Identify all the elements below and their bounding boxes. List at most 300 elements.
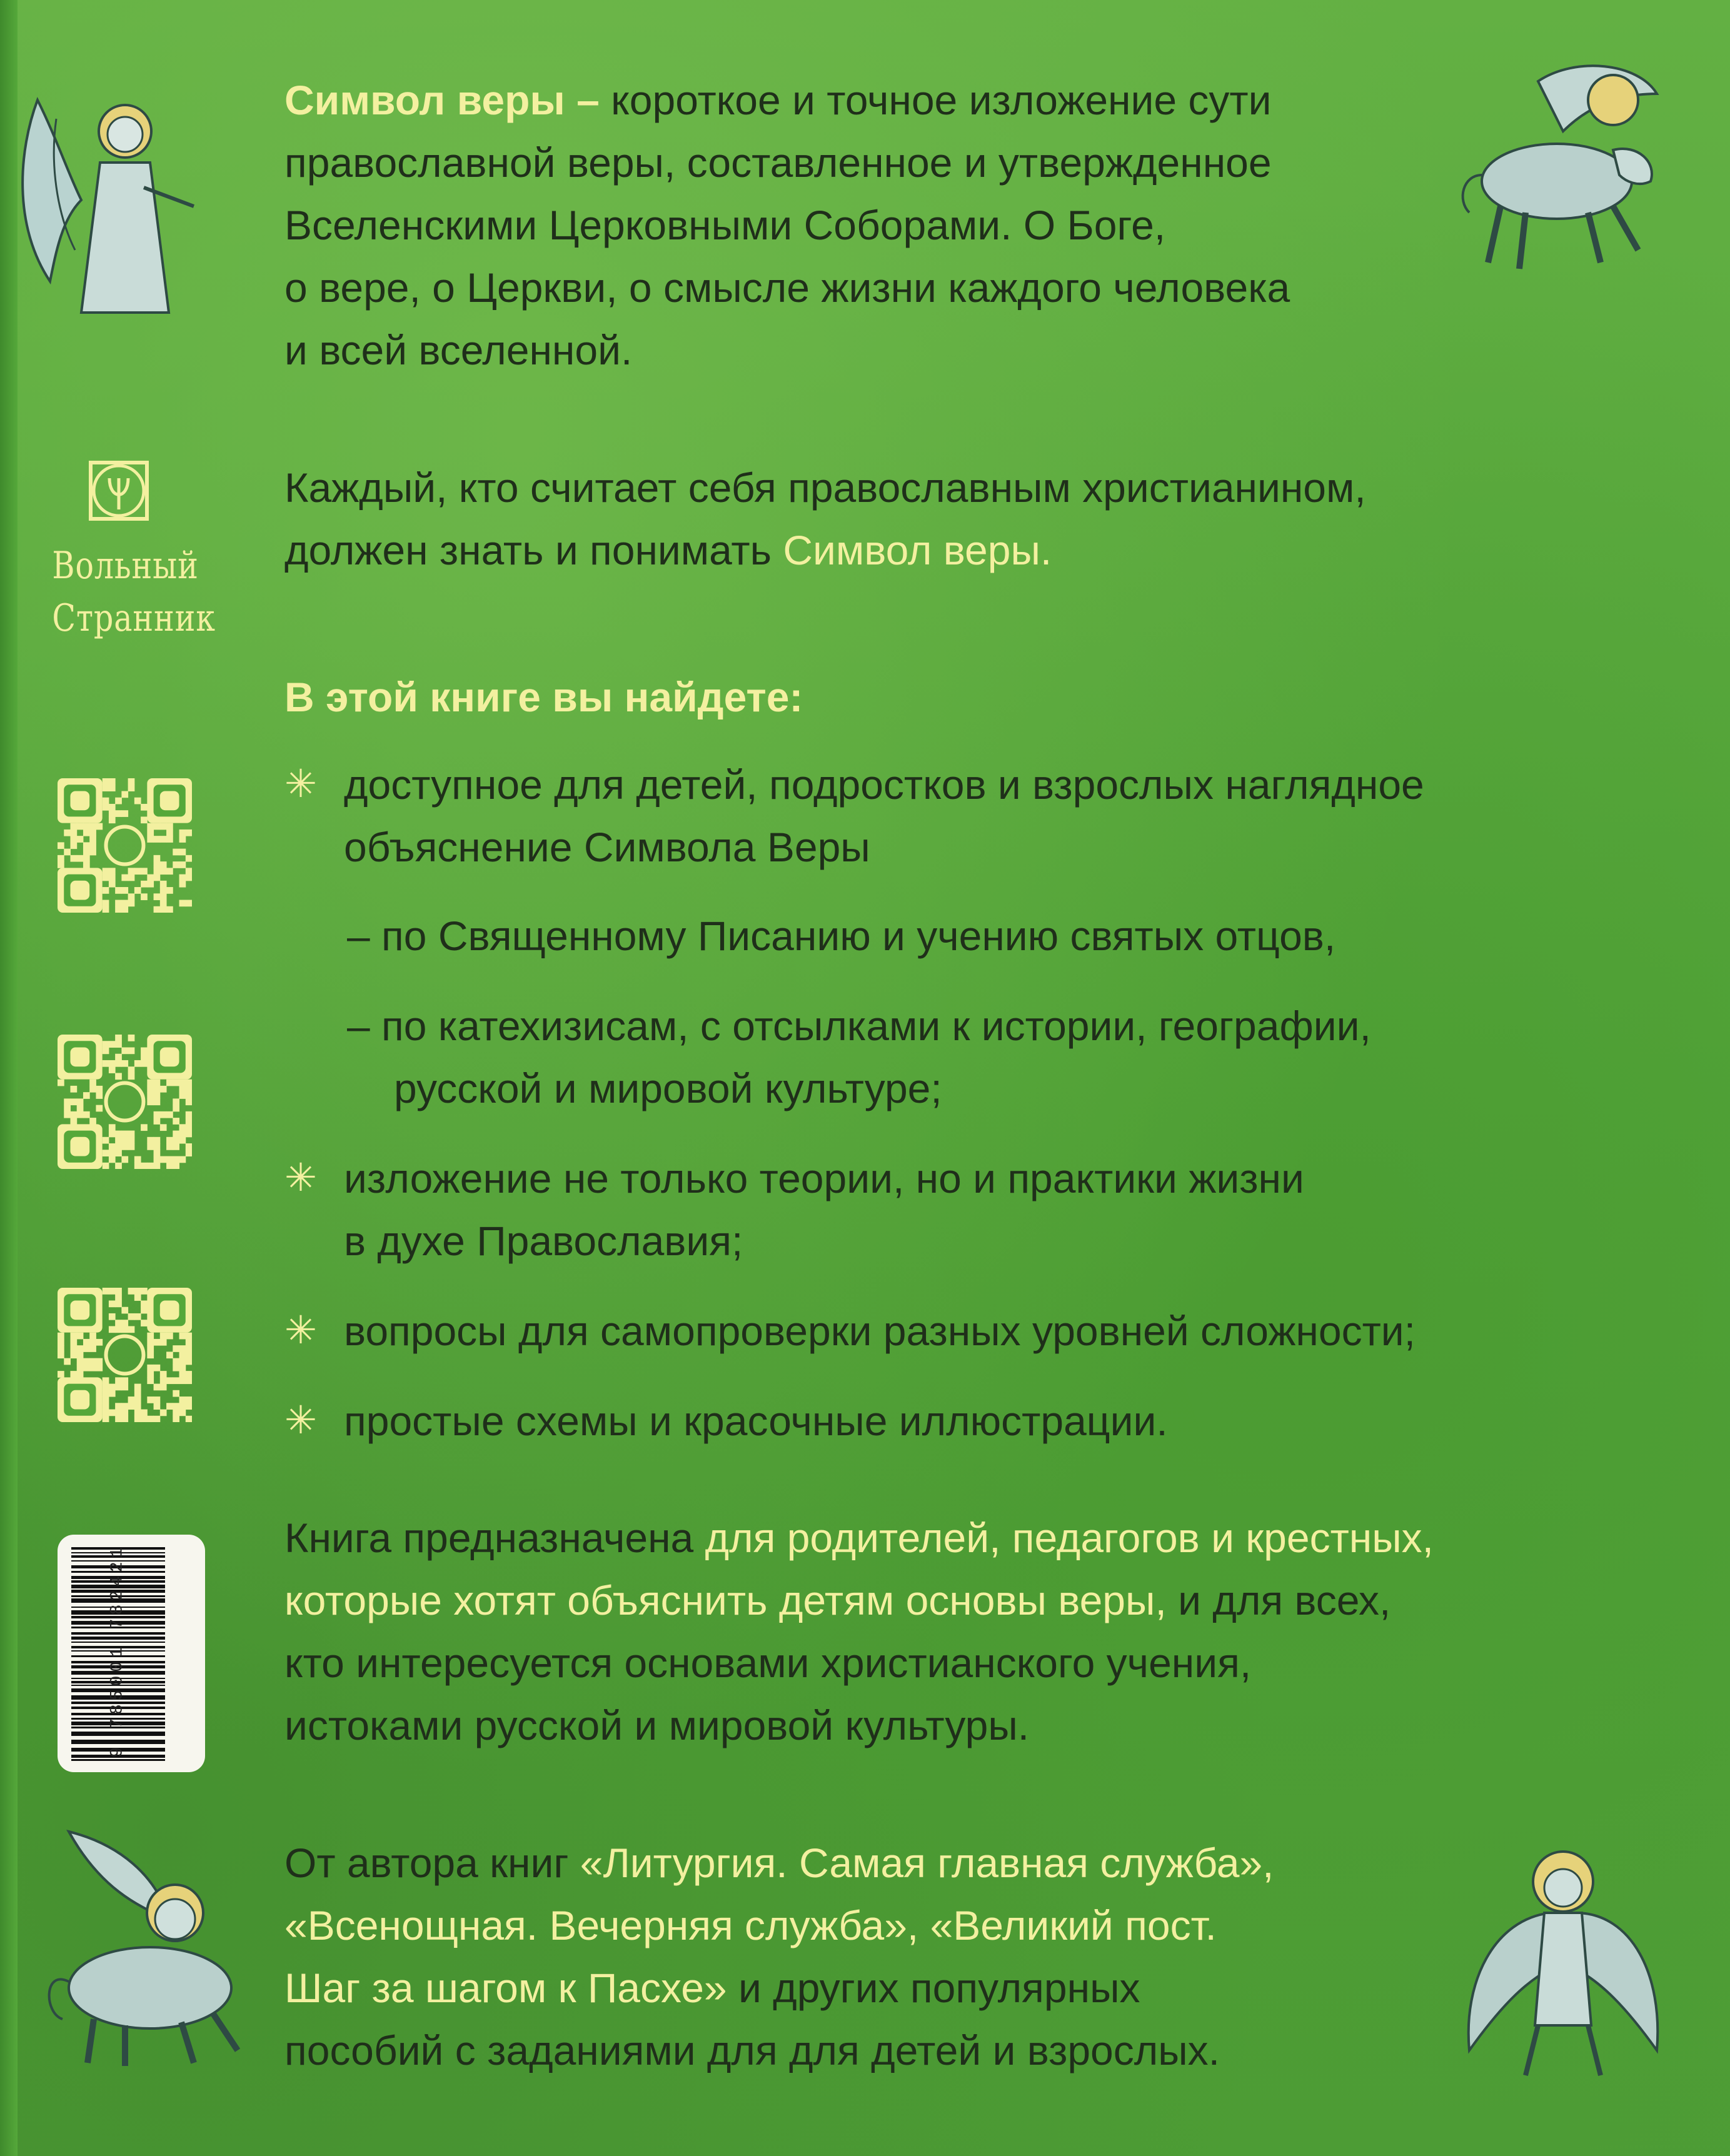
qr-module: [173, 1080, 179, 1086]
qr-module: [77, 1351, 84, 1358]
qr-module: [154, 1163, 161, 1169]
winged-ox-icon: [1451, 56, 1676, 275]
qr-module: [115, 1410, 122, 1416]
qr-module: [121, 1320, 128, 1326]
author-text: От автора книг: [284, 1840, 580, 1886]
qr-module: [160, 900, 167, 907]
qr-module: [115, 1054, 122, 1061]
qr-module: [179, 1124, 186, 1131]
qr-finder: [70, 1137, 89, 1156]
qr-module: [134, 1384, 141, 1391]
qr-module: [89, 842, 96, 849]
qr-finder: [160, 1300, 179, 1320]
bullet-item-1: [284, 753, 1660, 878]
qr-module: [173, 861, 179, 868]
qr-module: [134, 1288, 141, 1295]
qr-module: [103, 1047, 109, 1054]
qr-module: [186, 1396, 192, 1403]
qr-module: [77, 1333, 84, 1340]
qr-module: [121, 1377, 128, 1384]
qr-module: [179, 1092, 186, 1099]
sub-item-2: [284, 995, 1660, 1120]
qr-module: [89, 823, 96, 830]
qr-module: [96, 823, 103, 830]
intro-line-4: о вере, о Церкви, о смысле жизни каждого человека: [284, 264, 1290, 311]
qr-module: [121, 1307, 128, 1314]
qr-module: [134, 1163, 141, 1169]
qr-module: [186, 1358, 192, 1365]
qr-module: [121, 875, 128, 881]
qr-module: [179, 1131, 186, 1138]
qr-module: [115, 887, 122, 894]
qr-module: [83, 1345, 90, 1352]
every-line-1: Каждый, кто считает себя православным христианином,: [284, 464, 1366, 511]
qr-module: [115, 1150, 122, 1156]
qr-module: [128, 1066, 135, 1073]
qr-module: [179, 1156, 186, 1163]
qr-module: [115, 1041, 122, 1048]
qr-module: [115, 906, 122, 913]
qr-module: [147, 1416, 154, 1422]
every-highlight: Символ веры.: [783, 527, 1052, 573]
qr-module: [128, 1047, 135, 1054]
qr-module: [154, 875, 161, 881]
qr-module: [115, 1403, 122, 1410]
qr-module: [103, 1403, 109, 1410]
qr-module: [83, 1092, 90, 1099]
qr-module: [179, 1365, 186, 1371]
intro-line-5: и всей вселенной.: [284, 327, 633, 373]
qr-module: [147, 823, 154, 830]
qr-module: [186, 1098, 192, 1105]
qr-module: [77, 1358, 84, 1365]
qr-module: [64, 849, 71, 856]
qr-module: [147, 1377, 154, 1384]
qr-module: [173, 1358, 179, 1365]
qr-module: [141, 1300, 148, 1307]
qr-module: [186, 1131, 192, 1138]
qr-module: [103, 778, 109, 785]
qr-module: [103, 1288, 109, 1295]
qr-module: [64, 1111, 71, 1118]
audience-line-4: истоками русской и мировой культуры.: [284, 1702, 1030, 1748]
qr-module: [179, 900, 186, 907]
bullet-item-3: [284, 1300, 1660, 1362]
qr-module: [121, 900, 128, 907]
qr-finder: [70, 1390, 89, 1410]
qr-module: [89, 1345, 96, 1352]
qr-module: [186, 875, 192, 881]
book-title: «Литургия. Самая главная служба»,: [580, 1840, 1274, 1886]
qr-module: [179, 881, 186, 888]
qr-module: [160, 1339, 167, 1346]
bullet-text: в духе Православия;: [344, 1218, 743, 1264]
qr-module: [115, 1060, 122, 1067]
qr-module: [134, 1390, 141, 1397]
author-line-3: [284, 1957, 1597, 2019]
qr-module: [115, 1377, 122, 1384]
qr-module: [141, 881, 148, 888]
qr-module: [70, 1351, 77, 1358]
qr-module: [103, 1060, 109, 1067]
every-line-2: [284, 519, 1597, 581]
qr-module: [147, 836, 154, 843]
qr-module: [173, 1390, 179, 1397]
qr-module: [186, 1150, 192, 1156]
qr-module: [115, 1073, 122, 1080]
qr-module: [83, 861, 90, 868]
qr-module: [179, 1358, 186, 1365]
qr-module: [128, 900, 135, 907]
qr-module: [109, 1041, 116, 1048]
qr-module: [173, 1403, 179, 1410]
qr-module: [166, 887, 173, 894]
qr-module: [70, 1086, 77, 1093]
qr-module: [128, 1137, 135, 1144]
qr-module: [179, 1410, 186, 1416]
qr-module: [134, 798, 141, 805]
qr-module: [115, 798, 122, 805]
qr-module: [166, 1111, 173, 1118]
qr-module: [109, 804, 116, 811]
qr-module: [173, 1098, 179, 1105]
qr-module: [109, 1143, 116, 1150]
qr-module: [173, 1137, 179, 1144]
qr-module: [96, 1365, 103, 1371]
qr-module: [121, 810, 128, 817]
qr-module: [160, 1333, 167, 1340]
audience-paragraph: [284, 1507, 1691, 1757]
qr-finder: [160, 1047, 179, 1066]
qr-module: [109, 1060, 116, 1067]
qr-module: [103, 1390, 109, 1397]
qr-module: [128, 1326, 135, 1333]
publisher-name-line-1: Вольный: [52, 544, 199, 588]
qr-module: [179, 875, 186, 881]
qr-module: [83, 849, 90, 856]
qr-finder: [70, 1047, 89, 1066]
qr-module: [128, 875, 135, 881]
qr-module: [141, 1163, 148, 1169]
qr-module: [121, 1410, 128, 1416]
qr-module: [115, 1294, 122, 1301]
qr-module: [64, 1358, 71, 1365]
qr-module: [160, 1086, 167, 1093]
qr-module: [147, 875, 154, 881]
qr-module: [154, 868, 161, 875]
isbn-barcode: [58, 1535, 205, 1772]
qr-module: [121, 1416, 128, 1422]
every-text: должен знать и понимать: [284, 527, 783, 573]
book-title: Шаг за шагом к Пасхе»: [284, 1965, 727, 2011]
qr-module: [70, 1111, 77, 1118]
qr-module: [154, 855, 161, 862]
qr-module: [70, 842, 77, 849]
qr-module: [154, 893, 161, 900]
qr-module: [64, 1105, 71, 1112]
qr-module: [166, 1403, 173, 1410]
qr-module: [103, 1384, 109, 1391]
qr-code-website[interactable]: [58, 778, 192, 913]
qr-module: [154, 1150, 161, 1156]
qr-module: [166, 1137, 173, 1144]
qr-module: [103, 900, 109, 907]
author-text: и других популярных: [727, 1965, 1140, 2011]
intro-paragraph: [284, 69, 1522, 381]
qr-module: [160, 887, 167, 894]
qr-module: [103, 1410, 109, 1416]
qr-module: [160, 1156, 167, 1163]
qr-module: [128, 893, 135, 900]
qr-module: [141, 1060, 148, 1067]
qr-module: [160, 881, 167, 888]
qr-module: [103, 875, 109, 881]
qr-module: [128, 1131, 135, 1138]
qr-module: [154, 823, 161, 830]
qr-module: [77, 1105, 84, 1112]
qr-module: [154, 1365, 161, 1371]
qr-module: [70, 1371, 77, 1378]
qr-module: [83, 1358, 90, 1365]
qr-module: [179, 1080, 186, 1086]
angel-icon: [13, 63, 200, 325]
bullet-text: изложение не только теории, но и практики жизни: [344, 1155, 1304, 1201]
qr-module: [147, 1345, 154, 1352]
qr-module: [121, 906, 128, 913]
qr-module: [134, 1313, 141, 1320]
qr-module: [160, 1377, 167, 1384]
qr-module: [109, 810, 116, 817]
qr-module: [83, 1111, 90, 1118]
qr-module: [103, 1377, 109, 1384]
qr-module: [121, 791, 128, 798]
qr-module: [179, 1351, 186, 1358]
qr-module: [103, 868, 109, 875]
audience-text: Книга предназначена: [284, 1515, 705, 1561]
qr-module: [115, 1131, 122, 1138]
qr-module: [103, 1150, 109, 1156]
qr-module: [179, 1396, 186, 1403]
qr-module: [166, 823, 173, 830]
qr-module: [77, 836, 84, 843]
qr-module: [154, 906, 161, 913]
audience-line-2: [284, 1569, 1691, 1632]
qr-module: [154, 1416, 161, 1422]
qr-module: [154, 1086, 161, 1093]
qr-module: [186, 1092, 192, 1099]
intro-highlight: Символ веры –: [284, 77, 600, 123]
qr-module: [121, 1384, 128, 1391]
qr-module: [186, 1124, 192, 1131]
author-line-1: [284, 1832, 1597, 1894]
qr-module: [179, 861, 186, 868]
qr-module: [186, 1333, 192, 1340]
qr-module: [128, 1396, 135, 1403]
qr-module: [160, 836, 167, 843]
qr-module: [186, 868, 192, 875]
qr-module: [160, 823, 167, 830]
publisher-logo-icon: [106, 827, 144, 865]
qr-module: [115, 1288, 122, 1295]
qr-module: [134, 1416, 141, 1422]
qr-module: [115, 1320, 122, 1326]
qr-module: [160, 868, 167, 875]
qr-module: [89, 1358, 96, 1365]
qr-module: [134, 1156, 141, 1163]
qr-module: [83, 1339, 90, 1346]
qr-module: [173, 1410, 179, 1416]
sub-item-text: – по Священному Писанию и учению святых отцов,: [347, 913, 1336, 959]
qr-module: [173, 1143, 179, 1150]
qr-module: [179, 1086, 186, 1093]
qr-module: [154, 836, 161, 843]
audience-text: и для всех,: [1166, 1577, 1391, 1623]
qr-module: [121, 1326, 128, 1333]
star-icon: ✳: [284, 1156, 317, 1200]
qr-module: [128, 1035, 135, 1041]
qr-module: [147, 1339, 154, 1346]
qr-module: [103, 1137, 109, 1144]
qr-module: [173, 1377, 179, 1384]
qr-module: [89, 836, 96, 843]
qr-module: [141, 1307, 148, 1314]
qr-module: [58, 1333, 64, 1340]
qr-module: [103, 804, 109, 811]
qr-module: [186, 1345, 192, 1352]
qr-module: [109, 881, 116, 888]
qr-module: [154, 1092, 161, 1099]
qr-module: [179, 849, 186, 856]
qr-module: [109, 1384, 116, 1391]
qr-module: [166, 1163, 173, 1169]
qr-module: [160, 861, 167, 868]
qr-module: [103, 906, 109, 913]
qr-module: [134, 1396, 141, 1403]
qr-module: [128, 1313, 135, 1320]
audience-highlight: для родителей, педагогов и крестных,: [705, 1515, 1434, 1561]
find-heading: В этой книге вы найдете:: [284, 674, 803, 720]
qr-module: [128, 1143, 135, 1150]
bullet-item-2: [284, 1147, 1660, 1272]
qr-module: [160, 1384, 167, 1391]
qr-module: [121, 1131, 128, 1138]
qr-code-telegram[interactable]: [58, 1035, 192, 1169]
qr-module: [103, 1041, 109, 1048]
qr-module: [141, 804, 148, 811]
qr-module: [121, 1137, 128, 1144]
qr-module: [173, 1416, 179, 1422]
qr-module: [160, 1124, 167, 1131]
qr-module: [141, 1288, 148, 1295]
qr-module: [134, 1410, 141, 1416]
qr-module: [96, 1092, 103, 1099]
qr-module: [147, 1333, 154, 1340]
author-line-2: «Всенощная. Вечерняя служба», «Великий пост.: [284, 1902, 1217, 1948]
qr-module: [147, 1092, 154, 1099]
qr-module: [141, 1416, 148, 1422]
qr-module: [58, 1371, 64, 1378]
qr-module: [173, 1118, 179, 1125]
telegram-icon: [106, 1083, 144, 1121]
qr-module: [103, 785, 109, 791]
qr-module: [128, 1403, 135, 1410]
every-paragraph: [284, 456, 1597, 581]
qr-module: [154, 1111, 161, 1118]
qr-module: [109, 1410, 116, 1416]
sub-item-1: [284, 905, 1660, 967]
qr-module: [147, 1098, 154, 1105]
vk-icon: [106, 1336, 144, 1374]
qr-module: [89, 830, 96, 836]
qr-module: [134, 868, 141, 875]
qr-module: [109, 778, 116, 785]
qr-module: [70, 836, 77, 843]
bullet-text: вопросы для самопроверки разных уровней сложности;: [344, 1308, 1416, 1354]
qr-module: [179, 1137, 186, 1144]
isbn-number: 9 785001 782421: [108, 1543, 128, 1758]
qr-module: [141, 893, 148, 900]
qr-module: [109, 868, 116, 875]
qr-module: [166, 836, 173, 843]
qr-module: [77, 1365, 84, 1371]
qr-module: [83, 1365, 90, 1371]
qr-module: [128, 1073, 135, 1080]
qr-module: [70, 823, 77, 830]
qr-module: [77, 855, 84, 862]
sub-item-text: – по катехизисам, с отсылками к истории, географии,: [347, 1003, 1371, 1049]
qr-module: [147, 1137, 154, 1144]
qr-module: [103, 1163, 109, 1169]
qr-module: [160, 1111, 167, 1118]
qr-module: [166, 906, 173, 913]
qr-module: [115, 1384, 122, 1391]
qr-module: [179, 1403, 186, 1410]
qr-module: [109, 1066, 116, 1073]
qr-module: [83, 823, 90, 830]
qr-code-vk[interactable]: [58, 1288, 192, 1422]
qr-module: [166, 1377, 173, 1384]
qr-module: [115, 1300, 122, 1307]
qr-module: [154, 1339, 161, 1346]
intro-line-2: православной веры, составленное и утвержденное: [284, 139, 1272, 186]
bullet-item-4: [284, 1390, 1660, 1452]
qr-module: [109, 1156, 116, 1163]
qr-module: [160, 893, 167, 900]
bullet-text: объяснение Символа Веры: [344, 824, 870, 870]
qr-module: [173, 1365, 179, 1371]
qr-module: [179, 836, 186, 843]
qr-module: [154, 861, 161, 868]
qr-module: [115, 1163, 122, 1169]
qr-module: [179, 1345, 186, 1352]
qr-module: [70, 1339, 77, 1346]
qr-module: [147, 1086, 154, 1093]
qr-module: [147, 1351, 154, 1358]
qr-module: [109, 1313, 116, 1320]
qr-module: [128, 778, 135, 785]
qr-module: [103, 1396, 109, 1403]
qr-module: [186, 1371, 192, 1378]
qr-module: [58, 855, 64, 862]
qr-module: [154, 1118, 161, 1125]
qr-module: [89, 1365, 96, 1371]
qr-module: [70, 830, 77, 836]
qr-finder: [70, 1300, 89, 1320]
qr-module: [128, 1288, 135, 1295]
qr-module: [109, 1326, 116, 1333]
publisher-name-line-2: Странник: [52, 596, 216, 640]
qr-module: [186, 1377, 192, 1384]
